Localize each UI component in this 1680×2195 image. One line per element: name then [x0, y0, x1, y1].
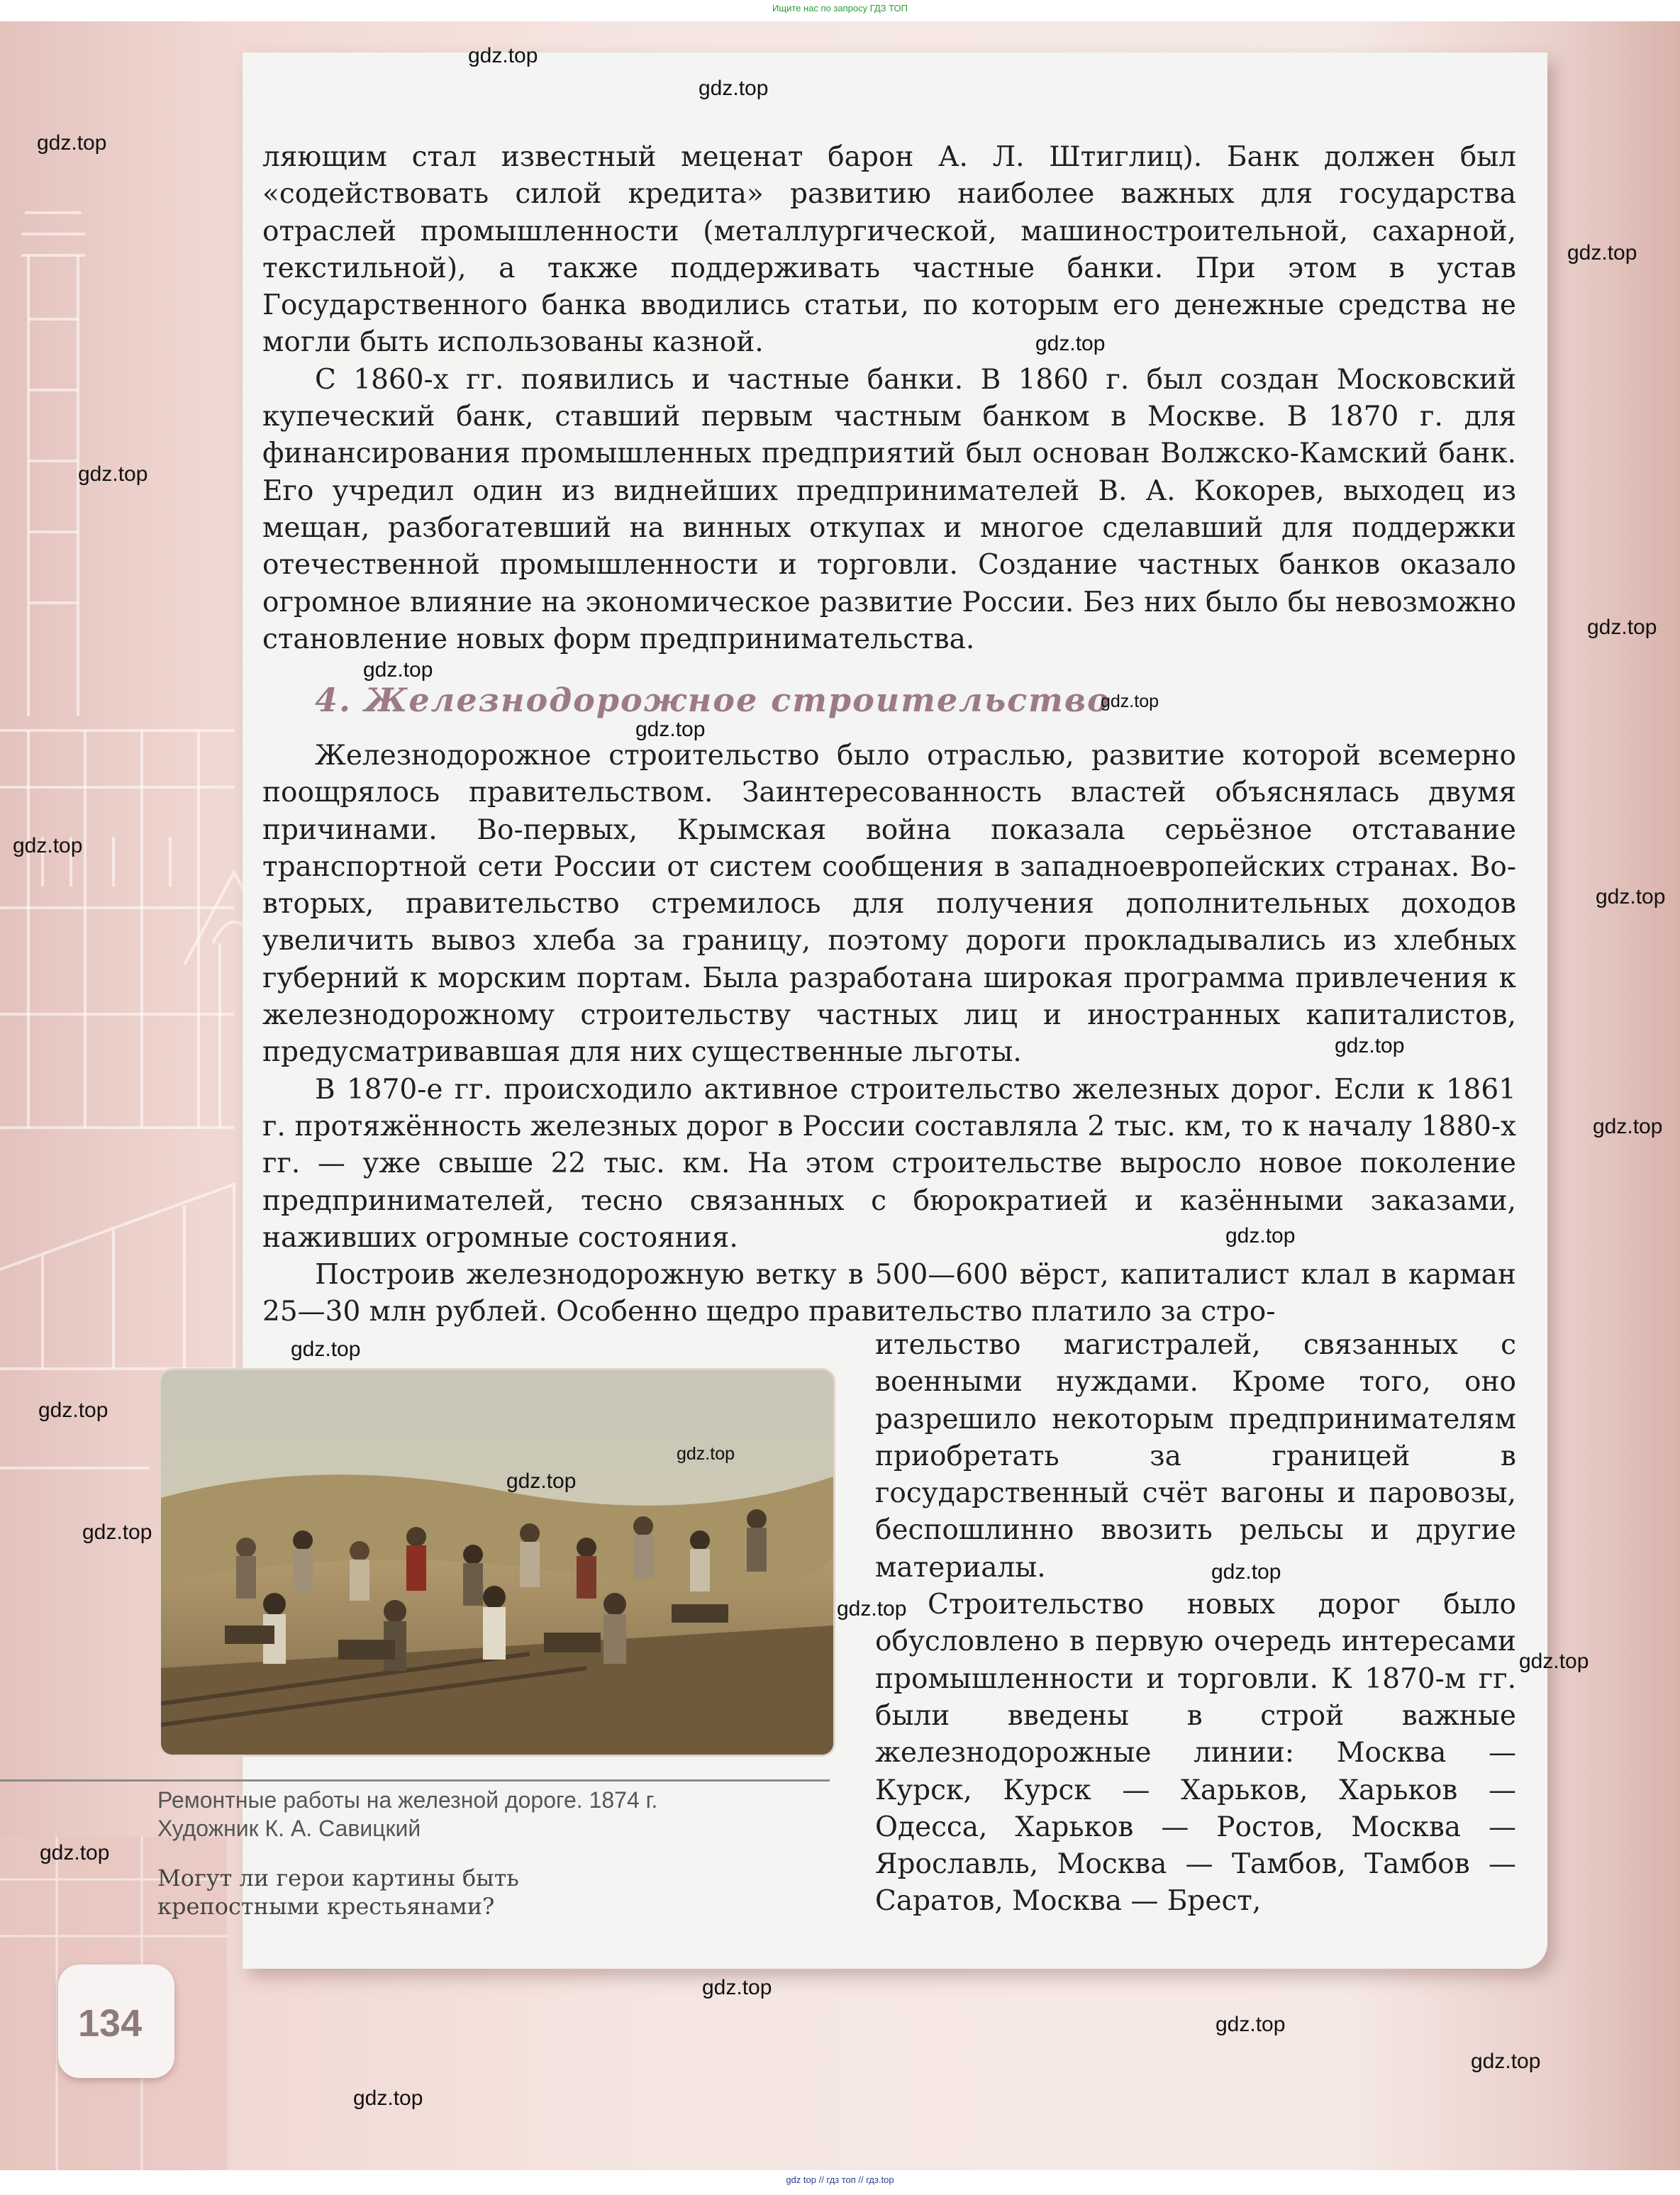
painting-illustration: [161, 1370, 833, 1755]
paragraph-2: С 1860-х гг. появились и частные банки. В 1860 г. был создан Московский купеческий банк, ставший первым частным банком в Москве. В 1870 г. для финансирования промышленных предприятий был основан Волжско-Камский банк. Его учредил один из виднейших предпринимателей В. А. Кокорев, выходец из мещан, разбогатевший на винных откупах и многое сделавший для поддержки отечественной промышленности и торговли. Создание частных банков оказало огромное влияние на экономическое развитие России. Без них было бы невозможно становление новых форм предпринимательства.: [262, 363, 1516, 655]
watermark: gdz.top: [1211, 1560, 1281, 1584]
watermark: gdz.top: [78, 462, 148, 486]
watermark: gdz.top: [702, 1976, 772, 1999]
paragraph-3: Железнодорожное строительство было отраслью, развитие которой всемерно поощрялось правительством. Заинтересованность властей объяснялась двумя причинами. Во-первых, Крымская война показала серьёзное отставание транспортной сети России от систем сообщения в западноевропейских странах. Во-вторых, правительство стремилось для получения дополнительных доходов увеличить вывоз хлеба за границу, поэтому дороги прокладывались из хлебных губерний к морским портам. Была разработана широкая программа привлечения к железнодорожному строительству частных лиц и иностранных капиталистов, предусматривавшая для них существенные льготы.: [262, 740, 1516, 1069]
right-paragraph-2: Строительство новых дорог было обусловлено в первую очередь интересами промышленности и торговли. К 1870-м гг. были введены в строй важные железнодорожные линии: Москва — Курск, Курск — Харьков, Харьков — Одесса, Харьков — Ростов, Москва — Ярославль, Москва — Тамбов, Тамбов — Саратов, Москва — Брест,: [875, 1589, 1516, 1918]
paragraph-1: ляющим стал известный меценат барон А. Л. Штиглиц). Банк должен был «содействовать силой кредита» развитию наиболее важных для государства отраслей промышленности (металлургической, машиностроительной, сахарной, текстильной), а также поддерживать частные банки. При этом в устав Государственного банка вводились статьи, по которым его денежные средства не могли быть использованы казной.: [262, 141, 1516, 359]
caption-artist: Художник К. А. Савицкий: [157, 1816, 421, 1841]
watermark: gdz.top: [506, 1469, 577, 1493]
question-line-2: крепостными крестьянами?: [157, 1893, 495, 1920]
paragraph-4: В 1870-е гг. происходило активное строительство железных дорог. Если к 1861 г. протяжённость железных дорог в России составляла 2 тыс. км, то к началу 1880-х гг. — уже свыше 22 тыс. км. На этом строительстве выросло новое поколение предпринимателей, тесно связанных с бюрократией и казёнными заказами, наживших огромные состояния.: [262, 1073, 1516, 1254]
watermark: gdz.top: [1587, 616, 1657, 639]
watermark: gdz.top: [1035, 332, 1106, 355]
watermark: gdz.top: [13, 834, 83, 857]
watermark: gdz.top: [291, 1338, 361, 1361]
painting-image: [161, 1370, 833, 1755]
figure-question: [157, 1864, 831, 1921]
figure-caption: [157, 1786, 831, 1843]
watermark: gdz.top: [353, 2086, 423, 2110]
right-column: [875, 1327, 1516, 1921]
watermark: gdz.top: [468, 44, 538, 67]
watermark: gdz.top: [1519, 1650, 1589, 1673]
watermark: gdz.top: [699, 77, 769, 100]
section-heading: 4. Железнодорожное строительство: [315, 681, 1111, 719]
page-number: 134: [78, 2002, 143, 2045]
caption-divider: [0, 1779, 830, 1782]
paragraph-group-banks: [262, 139, 1516, 658]
watermark: gdz.top: [40, 1841, 110, 1865]
paragraph-5: Построив железнодорожную ветку в 500—600 вёрст, капиталист клал в карман 25—30 млн рублей. Особенно щедро правительство платило за стро-: [262, 1259, 1516, 1328]
watermark: gdz.top: [1596, 885, 1666, 908]
watermark: gdz.top: [635, 718, 706, 741]
watermark: gdz.top: [1101, 691, 1159, 711]
top-search-note: Ищите нас по запросу ГДЗ ТОП: [772, 3, 908, 13]
question-line-1: Могут ли герои картины быть: [157, 1865, 519, 1891]
watermark: gdz.top: [1471, 2050, 1541, 2073]
watermark: gdz.top: [1593, 1115, 1663, 1138]
caption-title: Ремонтные работы на железной дороге. 1874 г.: [157, 1787, 658, 1813]
watermark: gdz.top: [82, 1521, 152, 1544]
watermark: gdz.top: [677, 1444, 735, 1464]
paragraph-group-railways: [262, 738, 1516, 1331]
watermark: gdz.top: [37, 131, 107, 155]
watermark: gdz.top: [1567, 241, 1637, 265]
watermark: gdz.top: [1335, 1034, 1405, 1057]
watermark: gdz.top: [1225, 1224, 1296, 1247]
watermark: gdz.top: [363, 658, 433, 682]
right-paragraph-1: ительство магистралей, связанных с военными нуждами. Кроме того, оно разрешило некоторым предпринимателям приобретать за границей в государственный счёт вагоны и паровозы, беспошлинно ввозить рельсы и другие материалы.: [875, 1329, 1516, 1584]
watermark: gdz.top: [38, 1399, 109, 1422]
bottom-note: gdz top // гдз топ // гдз.top: [786, 2174, 894, 2185]
watermark: gdz.top: [1216, 2013, 1286, 2036]
watermark: gdz.top: [837, 1597, 907, 1621]
